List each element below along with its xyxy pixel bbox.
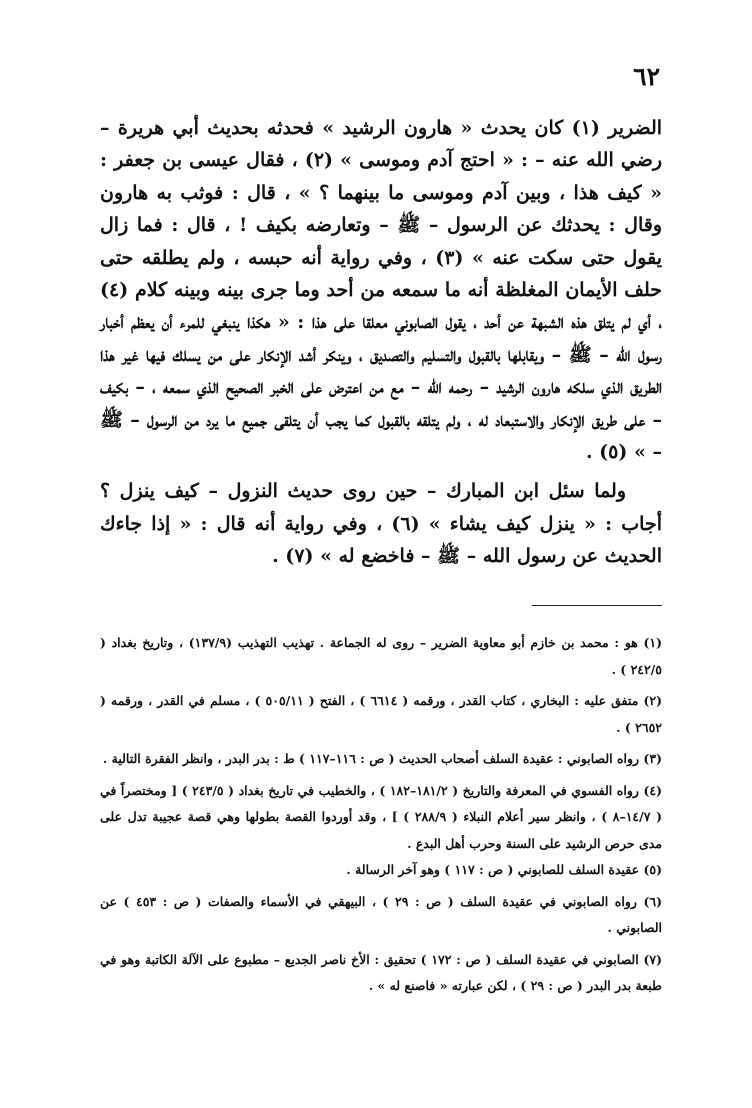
paragraph-1: الضرير (١) كان يحدث « هارون الرشيد » فحدثه بحديث أبي هريرة – رضي الله عنه – : « احتج آدم وموسى » (٢) ، فقال عيسى بن جعفر : « كيف هذا ، وبين آدم وموسى ما بينهما ؟ » ، قال : فوثب به هارون وقال : يحدثك عن الرسول – ﷺ – وتعارضه بكيف ! ، قال : فما زال يقول حتى سكت عنه » (٣) ، وفي رواية أنه حبسه ، ولم يطلقه حتى حلف الأيمان المغلظة أنه ما سمعه من أحد وما جرى بينه وبينه كلام (٤) ، أي لم يتلق هذه الشبهة عن أحد ، يقول الصابوني معلقا على هذا : « هكذا ينبغي للمرء أن يعظم أخبار رسول الله – ﷺ – ويقابلها بالقبول والتسليم والتصديق ، وينكر أشد الإنكار على من يسلك فيها غير هذا الطريق الذي سلكه هارون الرشيد – رحمه الله – مع من اعترض على الخبر الصحيح الذي سمعه ، – بكيف – على طريق الإنكار والاستبعاد له ، ولم يتلقه بالقبول كما يجب أن يتلقى جميع ما يرد من الرسول – ﷺ – » (٥) . bbox=[100, 117, 663, 464]
footnote-1: (١) هو : محمد بن خازم أبو معاوية الضرير – روى له الجماعة . تهذيب التهذيب (١٣٧/٩) ، وتاريخ بغداد ( ٢٤٢/٥ ) . bbox=[100, 635, 662, 677]
footnote-divider bbox=[532, 605, 662, 606]
footnote-2: (٢) متفق عليه : البخاري ، كتاب القدر ، ورقمه ( ٦٦١٤ ) ، الفتح ( ٥٠٥/١١ ) ، مسلم في القدر ، ورقمه ( ٢٦٥٢ ) . bbox=[100, 693, 662, 735]
paragraph-2: ولما سئل ابن المبارك – حين روى حديث النزول – كيف ينزل ؟ أجاب : « ينزل كيف يشاء » (٦) ، وفي رواية أنه قال : « إذا جاءك الحديث عن رسول الله – ﷺ – فاخضع له » (٧) . bbox=[100, 480, 662, 568]
footnote-4: (٤) رواه الفسوي في المعرفة والتاريخ ( ١٨١/٢–١٨٢ ) ، والخطيب في تاريخ بغداد ( ٢٤٣/٥ ) [ ومختصراً في ( ١٤/٧–٨ ) ، وانظر سير أعلام النبلاء ( ٢٨٨/٩ ) ] ، وقد أوردوا القصة بطولها وهي قصة عجيبة تدل على مدى حرص الرشيد على السنة وحرب أهل البدع . bbox=[100, 782, 662, 851]
main-text bbox=[100, 112, 662, 573]
footnote-3: (٣) رواه الصابوني : عقيدة السلف أصحاب الحديث ( ص : ١١٦–١١٧ ) ط : بدر البدر ، وانظر الفقرة التالية . bbox=[102, 751, 662, 766]
footnote-7: (٧) الصابوني في عقيدة السلف ( ص : ١٧٢ ) تحقيق : الأخ ناصر الجديع – مطبوع على الآلة الكاتبة وهو في طبعة بدر البدر ( ص : ٢٩ ) ، لكن عبارته « فاصنع له » . bbox=[100, 951, 663, 993]
footnote-6: (٦) رواه الصابوني في عقيدة السلف ( ص : ٢٩ ) ، البيهقي في الأسماء والصفات ( ص : ٤٥٣ ) عن الصابوني . bbox=[100, 893, 662, 935]
footnote-5: (٥) عقيدة السلف للصابوني ( ص : ١١٧ ) وهو آخر الرسالة . bbox=[346, 862, 662, 877]
footnotes bbox=[100, 630, 662, 1000]
page-number: ٦٢ bbox=[633, 62, 660, 91]
